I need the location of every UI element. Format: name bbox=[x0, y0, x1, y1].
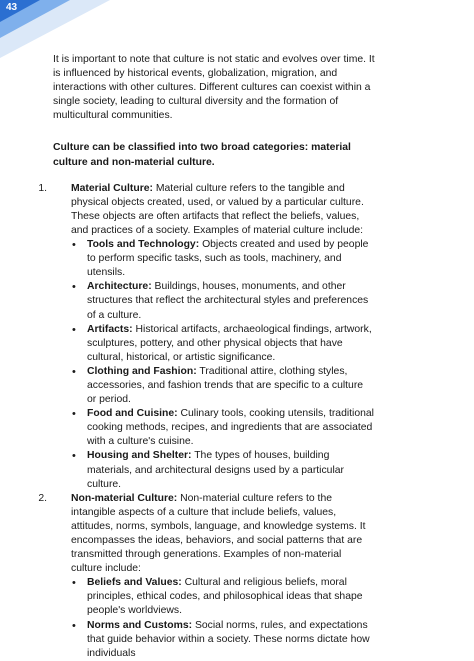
item-text: Buildings, houses, monuments, and other structures that reflect the architectural styles and preferences of a culture. bbox=[87, 281, 369, 321]
item-title: Beliefs and Values: bbox=[87, 577, 182, 589]
list-item bbox=[71, 280, 375, 322]
page-number: 43 bbox=[6, 2, 18, 13]
category-non-material bbox=[38, 492, 375, 661]
item-title: Artifacts: bbox=[87, 323, 133, 335]
item-title: Housing and Shelter: bbox=[87, 450, 192, 462]
category-description: Material culture refers to the tangible and physical objects created, used, or valued by a particular culture. These objects are often artifacts that reflect the beliefs, values, and practices of a society. Examples of material culture include: bbox=[71, 182, 364, 236]
non-material-examples-list bbox=[71, 576, 375, 661]
list-item bbox=[71, 576, 375, 618]
item-title: Food and Cuisine: bbox=[87, 408, 178, 420]
category-title: Non-material Culture: bbox=[71, 492, 178, 504]
item-text: Historical artifacts, archaeological findings, artwork, sculptures, pottery, and other physical objects that have cultural, historical, or artistic significance. bbox=[87, 323, 372, 363]
item-title: Clothing and Fashion: bbox=[87, 365, 197, 377]
item-title: Tools and Technology: bbox=[87, 239, 200, 251]
item-text: Objects created and used by people to perform specific tasks, such as tools, machinery, and utensils. bbox=[87, 239, 369, 279]
document-body bbox=[38, 53, 375, 661]
list-number: 2. bbox=[38, 492, 47, 504]
category-material bbox=[38, 182, 375, 492]
item-text: Traditional attire, clothing styles, accessories, and fashion trends that are specific to a culture or period. bbox=[87, 365, 364, 406]
list-number: 1. bbox=[38, 182, 47, 194]
classification-heading: Culture can be classified into two broad categories: material culture and non-material culture. bbox=[53, 142, 351, 168]
list-item bbox=[71, 407, 375, 449]
intro-paragraph: It is important to note that culture is not static and evolves over time. It is influenced by historical events, globalization, migration, and interactions with other cultures. Different cultures can coexist within a single society, leading to cultural diversity and the formation of multicultural communities. bbox=[53, 54, 375, 122]
material-examples-list bbox=[71, 238, 375, 492]
item-text: Culinary tools, cooking utensils, traditional cooking methods, recipes, and ingredients that are associated with a culture's cuisine. bbox=[87, 408, 374, 448]
list-item bbox=[71, 619, 375, 661]
item-title: Architecture: bbox=[87, 281, 152, 293]
list-item bbox=[71, 365, 375, 407]
list-item bbox=[71, 238, 375, 280]
item-text: Social norms, rules, and expectations that guide behavior within a society. These norms dictate how individuals bbox=[87, 619, 370, 659]
category-description: Non-material culture refers to the intangible aspects of a culture that include beliefs, values, attitudes, norms, symbols, language, and knowledge systems. It encompasses the ideas, behaviors, and social patterns that are transmitted through generations. Examples of non-material culture include: bbox=[71, 492, 366, 575]
item-text: The types of houses, building materials, and architectural designs used by a particular culture. bbox=[87, 450, 345, 490]
category-list bbox=[38, 182, 375, 661]
item-title: Norms and Customs: bbox=[87, 619, 193, 631]
list-item bbox=[71, 449, 375, 491]
list-item bbox=[71, 323, 375, 365]
category-title: Material Culture: bbox=[71, 182, 153, 194]
item-text: Cultural and religious beliefs, moral principles, ethical codes, and philosophical ideas that shape people's worldviews. bbox=[87, 577, 363, 617]
